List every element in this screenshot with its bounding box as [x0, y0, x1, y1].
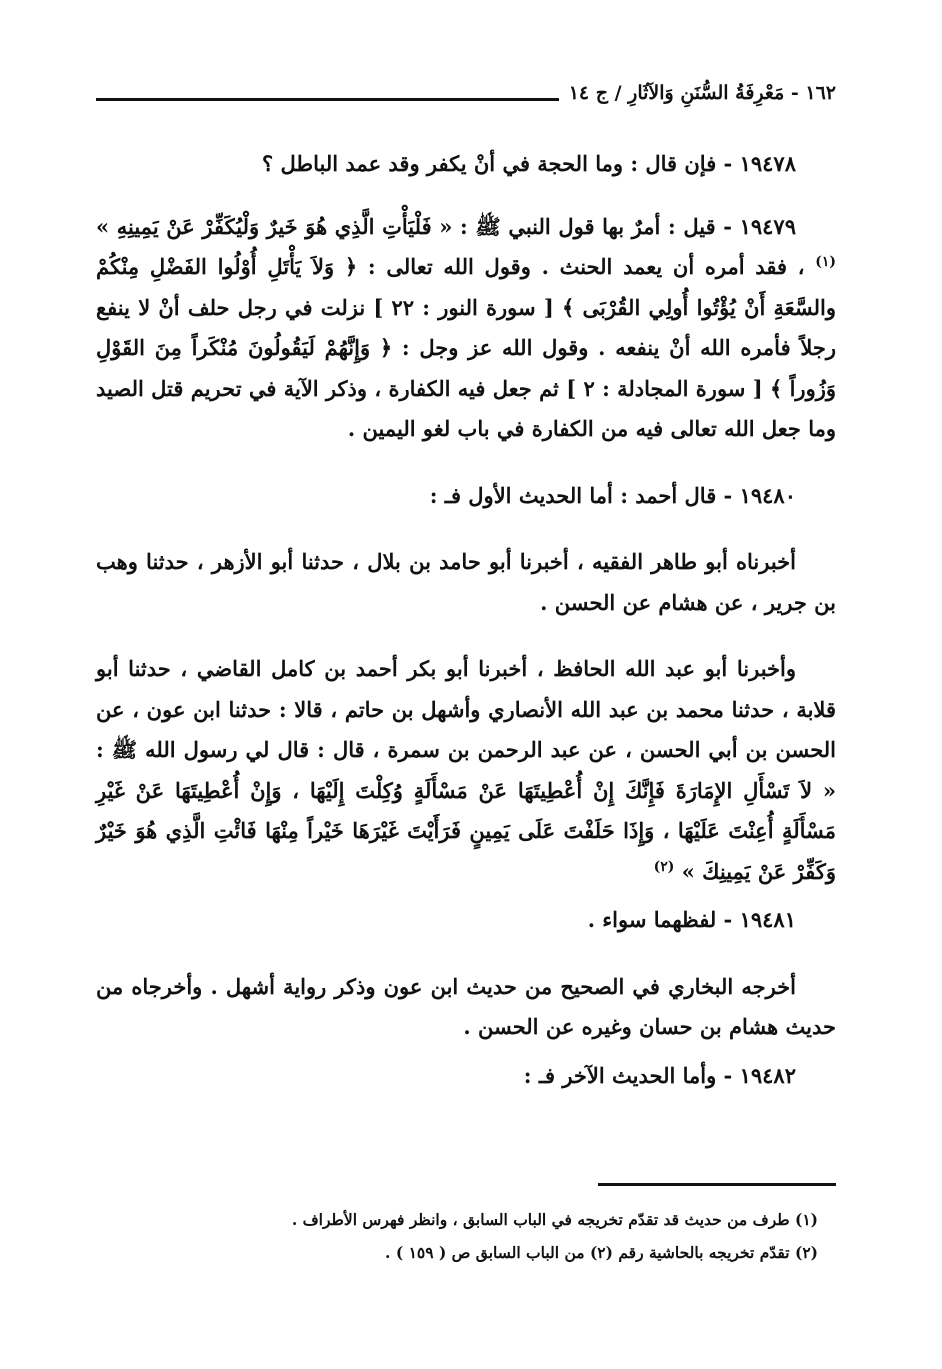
footnote-rule: [598, 1183, 836, 1186]
paragraph-isnad-2: وأخبرنا أبو عبد الله الحافظ ، أخبرنا أبو بكر أحمد بن كامل القاضي ، حدثنا أبو قلابة ، حدثنا محمد بن عبد الله الأنصاري وأشهل بن حاتم ، قالا : حدثنا ابن عون ، عن الحسن بن أبي الحسن ، عن عبد الرحمن بن سمرة ، قال : قال لي رسول الله ﷺ : « لاَ تَسْأَلِ الإِمَارَةَ فَإِنَّكَ إِنْ أُعْطِيتَهَا عَنْ مَسْأَلَةٍ وُكِلْتَ إِلَيْهَا ، وَإِنْ أُعْطِيتَهَا عَنْ غَيْرِ مَسْأَلَةٍ أُعِنْتَ عَلَيْهَا ، وَإِذَا حَلَفْتَ عَلَى يَمِينٍ فَرَأَيْتَ غَيْرَهَا خَيْراً مِنْهَا فَائْتِ الَّذِي هُوَ خَيْرٌ وَكَفِّرْ عَنْ يَمِينِكَ » $^{(٢)}$: [96, 656, 836, 884]
footnotes: [98, 1203, 818, 1269]
footnote-1: (١) طرف من حديث قد تقدّم تخريجه في الباب السابق ، وانظر فهرس الأطراف .: [291, 1210, 818, 1229]
footnote-mark-1[interactable]: (١): [815, 254, 836, 270]
footnote-2: (٢) تقدّم تخريجه بالحاشية رقم (٢) من الباب السابق ص ( ١٥٩ ) .: [385, 1243, 818, 1262]
paragraph-19478: ١٩٤٧٨ - فإن قال : وما الحجة في أنْ يكفر وقد عمد الباطل ؟: [262, 151, 796, 176]
paragraph-19482: ١٩٤٨٢ - وأما الحديث الآخر فـ :: [523, 1062, 796, 1088]
paragraph-19480: ١٩٤٨٠ - قال أحمد : أما الحديث الأول فـ :: [429, 482, 796, 508]
document-page: [96, 78, 836, 1262]
paragraph-takhrij: أخرجه البخاري في الصحيح من حديث ابن عون وذكر رواية أشهل . وأخرجاه من حديث هشام بن حسان وغيره عن الحسن .: [96, 973, 836, 1039]
body-text: [96, 144, 836, 1096]
header-title: ١٦٢ - مَعْرِفَةُ السُّنَنِ وَالآثَارِ / ج ١٤: [568, 82, 836, 104]
paragraph-isnad-1: أخبرناه أبو طاهر الفقيه ، أخبرنا أبو حامد بن بلال ، حدثنا أبو الأزهر ، حدثنا وهب بن جرير ، عن هشام عن الحسن .: [96, 549, 836, 615]
paragraph-19479: ١٩٤٧٩ - قيل : أمرٌ بها قول النبي ﷺ : « فَلْيَأْتِ الَّذِي هُوَ خَيرٌ وَلْيُكَفِّرْ عَنْ يَمِينِهِ » $^{(١)}$ ، فقد أمره أن يعمد الحنث . وقول الله تعالى : ﴿ وَلاَ يَأْتَلِ أُوْلُوا الفَضْلِ مِنْكُمْ والسَّعَةِ أَنْ يُؤْتُوا أُولِي القُرْبَى ﴾ [ سورة النور : ٢٢ ] نزلت في رجل حلف أنْ لا ينفع رجلاً فأمره الله أنْ ينفعه . وقول الله عز وجل : ﴿ وَإِنَّهُمْ لَيَقُولُونَ مُنْكَراً مِنَ القَوْلِ وَزُوراً ﴾ [ سورة المجادلة : ٢ ] ثم جعل فيه الكفارة ، وذكر الآية في تحريم قتل الصيد وما جعل الله تعالى فيه من الكفارة في باب لغو اليمين .: [96, 213, 836, 441]
header-rule: [96, 98, 559, 101]
running-header: [96, 78, 836, 108]
paragraph-19481: ١٩٤٨١ - لفظهما سواء .: [587, 907, 796, 932]
footnote-mark-2[interactable]: (٢): [653, 858, 675, 875]
